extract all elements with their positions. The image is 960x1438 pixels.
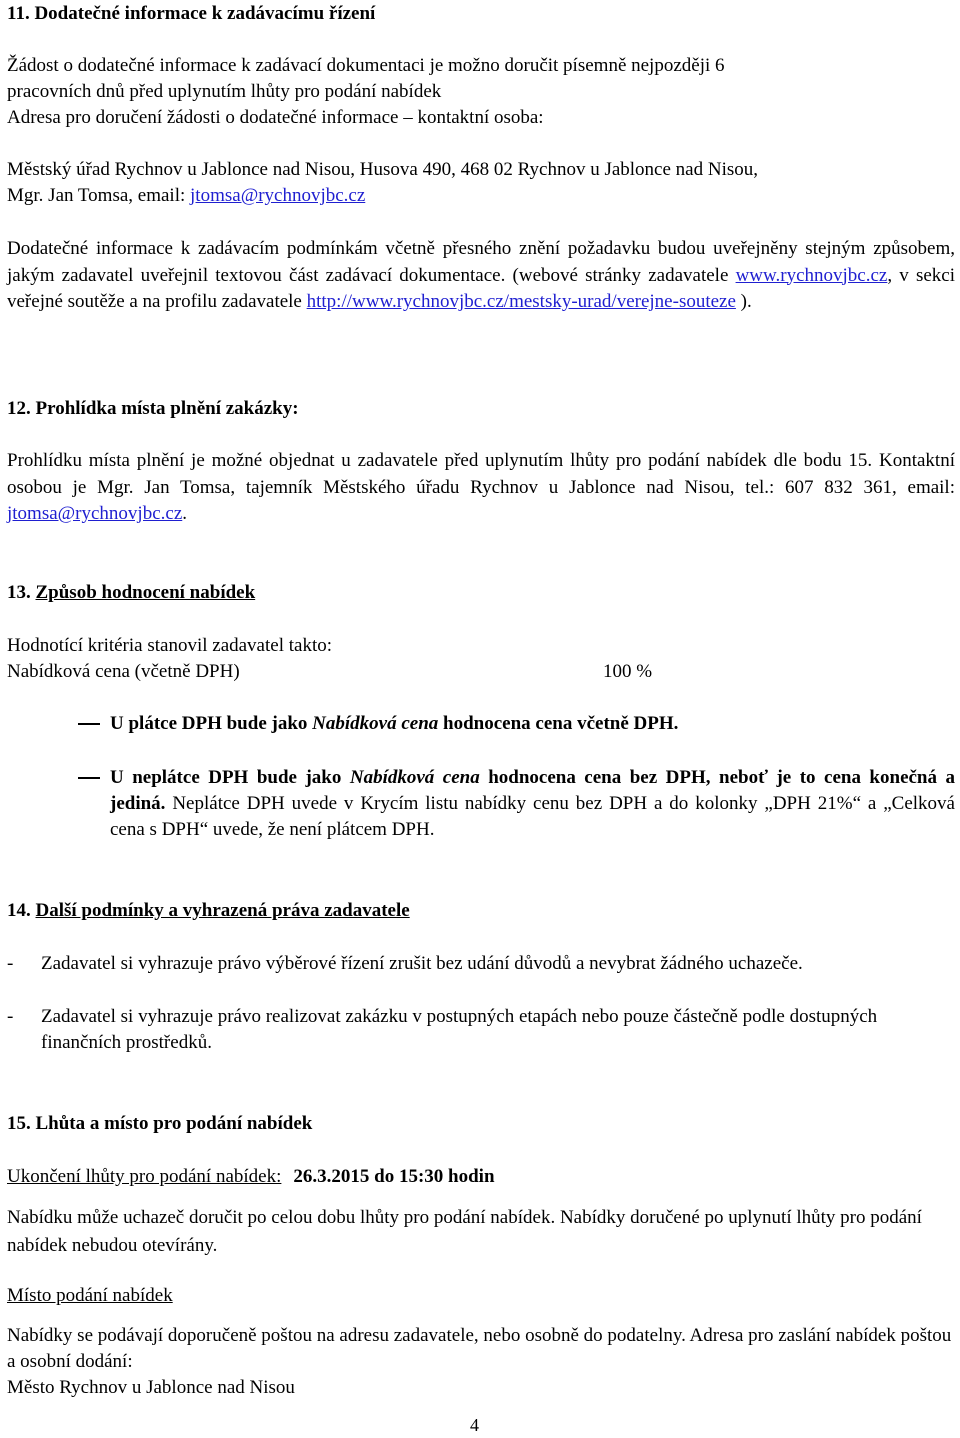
dash-marker: -	[7, 1006, 14, 1027]
s15-number: 15.	[7, 1113, 36, 1134]
place-heading: Místo podání nabídek	[7, 1285, 173, 1306]
section-14-heading	[7, 898, 955, 924]
criterion-weight: 100 %	[603, 661, 653, 682]
p3-end: ).	[735, 291, 752, 312]
email-link-2[interactable]: jtomsa@rychnovjbc.cz	[7, 503, 183, 524]
deadline-label: Ukončení lhůty pro podání nabídek:	[7, 1166, 282, 1187]
s11-address-line-2	[7, 183, 955, 209]
s14-item-2-text: Zadavatel si vyhrazuje právo realizovat zakázku v postupných etapách nebo pouze částečně podle dostupných finančních prostředků.	[41, 1006, 878, 1053]
deadline-value: 26.3.2015 do 15:30 hodin	[293, 1166, 495, 1187]
p3-mid: , v sekci veřejné soutěže a na profilu zadavatele	[7, 264, 955, 312]
dash-marker: -	[7, 953, 14, 974]
criterion-name: Nabídková cena (včetně DPH)	[7, 661, 240, 682]
contact-prefix: Mgr. Jan Tomsa, email:	[7, 185, 191, 206]
p3-text: Dodatečné informace k zadávacím podmínkám včetně přesného znění požadavku budou uveřejněny stejným způsobem, jakým zadavatel uveřejnil textovou část zadávací dokumentace. (webové stránky zadavatele	[7, 238, 955, 286]
profile-link[interactable]: http://www.rychnovjbc.cz/mestsky-urad/verejne-souteze	[306, 291, 736, 312]
deadline-row	[7, 1164, 955, 1190]
page-number: 4	[470, 1415, 479, 1435]
bullet-1-text: U plátce DPH bude jako Nabídková cena hodnocena cena včetně DPH.	[110, 713, 679, 734]
s15-paragraph-1: Nabídku může uchazeč doručit po celou dobu lhůty pro podání nabídek. Nabídky doručené po uplynutí lhůty pro podání nabídek nebudou otevírány.	[7, 1207, 922, 1256]
dash-bullet	[78, 777, 100, 779]
s14-item-1-text: Zadavatel si vyhrazuje právo výběrové řízení zrušit bez udání důvodů a nevybrat žádného uchazeče.	[41, 953, 803, 974]
s13-title: Způsob hodnocení nabídek	[35, 582, 256, 603]
s12-text: Prohlídku místa plnění je možné objednat u zadavatele před uplynutím lhůty pro podání nabídek dle bodu 15. Kontaktní osobou je Mgr. Jan Tomsa, tajemník Městského úřadu Rychnov u Jablonce nad Nisou, tel.: 607 832 361, email:	[7, 450, 955, 498]
s11-paragraph-1-line-1: Žádost o dodatečné informace k zadávací dokumentaci je možno doručit písemně nejpozději 6	[7, 55, 725, 76]
section-13-heading	[7, 580, 955, 606]
s15-title: Lhůta a místo pro podání nabídek	[35, 1113, 313, 1134]
section-12-heading: 12. Prohlídka místa plnění zakázky:	[7, 398, 299, 419]
s11-address-line-1: Městský úřad Rychnov u Jablonce nad Nisou, Husova 490, 468 02 Rychnov u Jablonce nad Nisou,	[7, 159, 758, 180]
s11-paragraph-3	[7, 236, 955, 316]
website-link[interactable]: www.rychnovjbc.cz	[735, 264, 888, 286]
section-15-heading	[7, 1111, 955, 1137]
criterion-row	[7, 659, 955, 685]
s12-paragraph	[7, 448, 955, 528]
criteria-intro: Hodnotící kritéria stanovil zadavatel takto:	[7, 635, 333, 656]
email-link[interactable]: jtomsa@rychnovjbc.cz	[190, 185, 366, 206]
s14-title: Další podmínky a vyhrazená práva zadavatele	[35, 900, 410, 921]
dash-bullet	[78, 723, 100, 725]
s11-paragraph-1-line-2: pracovních dnů před uplynutím lhůty pro podání nabídek	[7, 81, 442, 102]
s12-end: .	[182, 503, 187, 524]
s13-number: 13.	[7, 582, 36, 603]
s15-paragraph-3: Město Rychnov u Jablonce nad Nisou	[7, 1377, 295, 1398]
s15-paragraph-2: Nabídky se podávají doporučeně poštou na adresu zadavatele, nebo osobně do podatelny. Adresa pro zaslání nabídek poštou a osobní dodání:	[7, 1325, 952, 1372]
s11-paragraph-2: Adresa pro doručení žádosti o dodatečné informace – kontaktní osoba:	[7, 107, 544, 128]
bullet-2-text: U neplátce DPH bude jako Nabídková cena hodnocena cena bez DPH, neboť je to cena konečná a jediná. Neplátce DPH uvede v Krycím listu nabídky cenu bez DPH a do kolonky „DPH 21%“ a „Celková cena s DPH“ uvede, že není plátcem DPH.	[110, 767, 955, 840]
s14-number: 14.	[7, 900, 36, 921]
section-11-heading: 11. Dodatečné informace k zadávacímu řízení	[7, 3, 376, 24]
